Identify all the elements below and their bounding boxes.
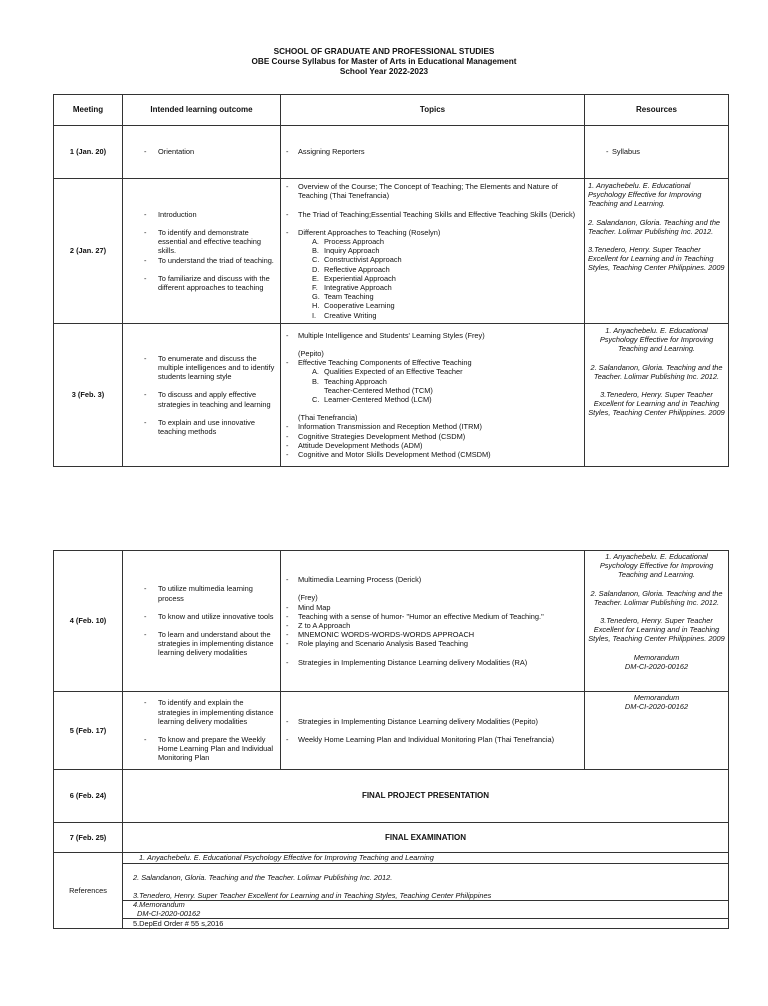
topic-text: The Triad of Teaching;Essential Teaching Skills and Effective Teaching Skills (Derick): [298, 209, 576, 219]
topics-cell: [281, 324, 585, 467]
reference-item: 2. Salandanon, Gloria. Teaching and the Teacher. Lolimar Publishing Inc. 2012.: [123, 864, 729, 891]
topics-cell: [281, 179, 585, 324]
resource-item: Memorandum: [633, 693, 680, 702]
references-row: [54, 919, 729, 929]
meeting-cell: 5 (Feb. 17): [54, 692, 123, 770]
method-item: - Cognitive Strategies Development Method (CSDM): [284, 432, 581, 441]
final-exam-cell: FINAL EXAMINATION: [123, 823, 729, 853]
table-header-row: [54, 95, 729, 126]
resource-item: 3.Tenedero, Henry. Super Teacher Excellent for Learning and in Teaching Styles, Teaching Center Philippines. 2009: [588, 616, 725, 644]
meeting-row-4: [54, 551, 729, 692]
ilo-cell: [123, 179, 281, 324]
ilo-item: - To identify and demonstrate essential and effective teaching skills.: [126, 228, 277, 256]
presenter-note: (Thai Tenefrancia): [298, 413, 358, 423]
meeting-row-2: [54, 179, 729, 324]
meeting-cell: 1 (Jan. 20): [54, 126, 123, 179]
meeting-row-6: [54, 770, 729, 823]
resource-item: 3.Tenedero, Henry. Super Teacher Excellent for Learning and in Teaching Styles, Teaching Center Philippines. 2009: [588, 245, 725, 273]
resources-cell: [585, 324, 729, 467]
resource-item: Memorandum: [633, 652, 680, 662]
meeting-row-3: [54, 324, 729, 467]
component-item: A. Qualities Expected of an Effective Teacher: [312, 367, 463, 377]
references-row: [54, 864, 729, 891]
col-header-topics: Topics: [281, 95, 585, 126]
ilo-item: - To learn and understand about the strategies in implementing distance learning delivery modalities: [126, 630, 277, 658]
presenter-note: (Pepito): [298, 348, 324, 358]
col-header-meeting: Meeting: [54, 95, 123, 126]
ilo-item: - Introduction: [126, 210, 277, 219]
header-school-year: School Year 2022-2023: [339, 67, 429, 76]
topic-item: - MNEMONIC WORDS-WORDS-WORDS APPROACH: [284, 630, 581, 639]
approach-item: F. Integrative Approach: [312, 283, 392, 292]
meeting-cell: 6 (Feb. 24): [54, 770, 123, 823]
topic-item: - Weekly Home Learning Plan and Individual Monitoring Plan (Thai Tenefrancia): [284, 735, 581, 744]
topic-item: - Teaching with a sense of humor- "Humor an effective Medium of Teaching.": [284, 612, 581, 621]
resources-cell: [585, 551, 729, 692]
resource-item: 2. Salandanon, Gloria. Teaching and the Teacher. Lolimar Publishing Inc. 2012.: [590, 588, 723, 607]
meeting-row-1: [54, 126, 729, 179]
ilo-item: - To utilize multimedia learning process: [126, 584, 277, 602]
topic-item: - Overview of the Course; The Concept of Teaching; The Elements and Nature of Teaching (Thai Tenefrancia): [284, 182, 581, 200]
resource-item: 1. Anyachebelu. E. Educational Psychology Effective for Improving Teaching and Learning.: [599, 326, 714, 354]
reference-memo-number: DM-CI-2020-00162: [137, 908, 201, 918]
ilo-cell: [123, 692, 281, 770]
ilo-cell: [123, 126, 281, 179]
topic-item: - Strategies in Implementing Distance Learning delivery Modalities (RA): [284, 658, 581, 667]
approach-item: G. Team Teaching: [312, 292, 374, 302]
references-label: References: [54, 853, 123, 929]
presenter-note: (Frey): [298, 593, 318, 603]
method-item: - Information Transmission and Reception Method (ITRM): [284, 422, 581, 431]
resources-cell: [585, 126, 729, 179]
resources-cell: [585, 179, 729, 324]
ilo-item: - To discuss and apply effective strategies in teaching and learning: [126, 390, 277, 408]
approach-item: E. Experiential Approach: [312, 273, 396, 283]
header-course: OBE Course Syllabus for Master of Arts in Educational Management: [251, 57, 517, 66]
resource-item: 2. Salandanon, Gloria. Teaching and the Teacher. Lolimar Publishing Inc. 2012.: [590, 362, 723, 381]
topic-item: - Effective Teaching Components of Effective Teaching: [284, 358, 581, 367]
ilo-item: - To understand the triad of teaching.: [126, 256, 277, 265]
method-item: - Cognitive and Motor Skills Development Method (CMSDM): [284, 450, 581, 459]
ilo-item: - To explain and use innovative teaching methods: [126, 418, 277, 436]
reference-item: 5.DepEd Order # 55 s,2016: [123, 919, 729, 929]
topic-item: [284, 210, 581, 219]
approach-item: I. Creative Writing: [312, 310, 377, 320]
ilo-item: - Orientation: [126, 147, 277, 156]
ilo-item: - To know and prepare the Weekly Home Learning Plan and Individual Monitoring Plan: [126, 735, 277, 763]
resource-item: DM-CI-2020-00162: [624, 661, 689, 671]
resource-item: - Syllabus: [588, 147, 725, 156]
reference-item: 3.Tenedero, Henry. Super Teacher Excellent for Learning and in Teaching Styles, Teaching Center Philippines: [123, 891, 729, 901]
ilo-cell: [123, 551, 281, 692]
component-item: C. Learner-Centered Method (LCM): [312, 395, 432, 404]
ilo-cell: [123, 324, 281, 467]
resource-item: 3.Tenedero, Henry. Super Teacher Excellent for Learning and in Teaching Styles, Teaching Center Philippines. 2009: [588, 390, 725, 418]
references-row: [54, 891, 729, 901]
meeting-cell: 4 (Feb. 10): [54, 551, 123, 692]
resource-item: 1. Anyachebelu. E. Educational Psychology Effective for Improving Teaching and Learning.: [599, 552, 714, 580]
topic-item: - Assigning Reporters: [284, 147, 581, 156]
approach-item: D. Reflective Approach: [312, 264, 390, 274]
topic-item: - Role playing and Scenario Analysis Based Teaching: [284, 639, 581, 648]
col-header-ilo: Intended learning outcome: [123, 95, 281, 126]
ilo-item: - To familiarize and discuss with the different approaches to teaching: [126, 274, 277, 292]
meeting-row-5: [54, 692, 729, 770]
ilo-item: - To enumerate and discuss the multiple intelligences and to identify students learning style: [126, 354, 277, 382]
method-item: - Attitude Development Methods (ADM): [284, 441, 581, 450]
col-header-resources: Resources: [585, 95, 729, 126]
component-item: Teacher-Centered Method (TCM): [324, 385, 433, 395]
topic-item: - Different Approaches to Teaching (Roselyn): [284, 228, 581, 237]
resources-cell: [585, 692, 729, 770]
topics-cell: [281, 551, 585, 692]
approach-item: B. Inquiry Approach: [312, 246, 380, 256]
approach-item: C. Constructivist Approach: [312, 255, 402, 265]
approach-list: [284, 237, 581, 320]
reference-item: 1. Anyachebelu. E. Educational Psychology Effective for Improving Teaching and Learning: [123, 853, 729, 864]
final-project-cell: FINAL PROJECT PRESENTATION: [123, 770, 729, 823]
syllabus-table-part2: [53, 550, 729, 929]
syllabus-table-part1: [53, 94, 729, 467]
resource-item: 2. Salandanon, Gloria. Teaching and the Teacher. Lolimar Publishing Inc. 2012.: [588, 217, 721, 236]
reference-item: [123, 901, 729, 919]
component-list: [284, 367, 581, 404]
component-item: B. Teaching Approach: [312, 376, 387, 386]
resource-item: 1. Anyachebelu. E. Educational Psychology Effective for Improving Teaching and Learning.: [588, 181, 702, 209]
reference-memo: 4.Memorandum: [133, 900, 185, 909]
meeting-row-7: [54, 823, 729, 853]
approach-item: H. Cooperative Learning: [312, 301, 395, 311]
approach-item: A. Process Approach: [312, 236, 384, 246]
header-school: SCHOOL OF GRADUATE AND PROFESSIONAL STUDIES: [273, 47, 495, 56]
references-row: [54, 853, 729, 864]
topics-cell: [281, 126, 585, 179]
topic-item: - Mind Map: [284, 603, 581, 612]
meeting-cell: 2 (Jan. 27): [54, 179, 123, 324]
topic-item: - Strategies in Implementing Distance Learning delivery Modalities (Pepito): [284, 717, 581, 726]
meeting-cell: 3 (Feb. 3): [54, 324, 123, 467]
topic-item: - Z to A Approach: [284, 621, 581, 630]
topic-item: - Multiple Intelligence and Students' Learning Styles (Frey): [284, 331, 581, 340]
topics-cell: [281, 692, 585, 770]
meeting-cell: 7 (Feb. 25): [54, 823, 123, 853]
topic-item: - Multimedia Learning Process (Derick): [284, 575, 581, 584]
resource-item: DM-CI-2020-00162: [624, 702, 689, 712]
ilo-item: - To know and utilize innovative tools: [126, 612, 277, 621]
ilo-item: - To identify and explain the strategies in implementing distance learning delivery modalities: [126, 698, 277, 726]
references-row: [54, 901, 729, 919]
